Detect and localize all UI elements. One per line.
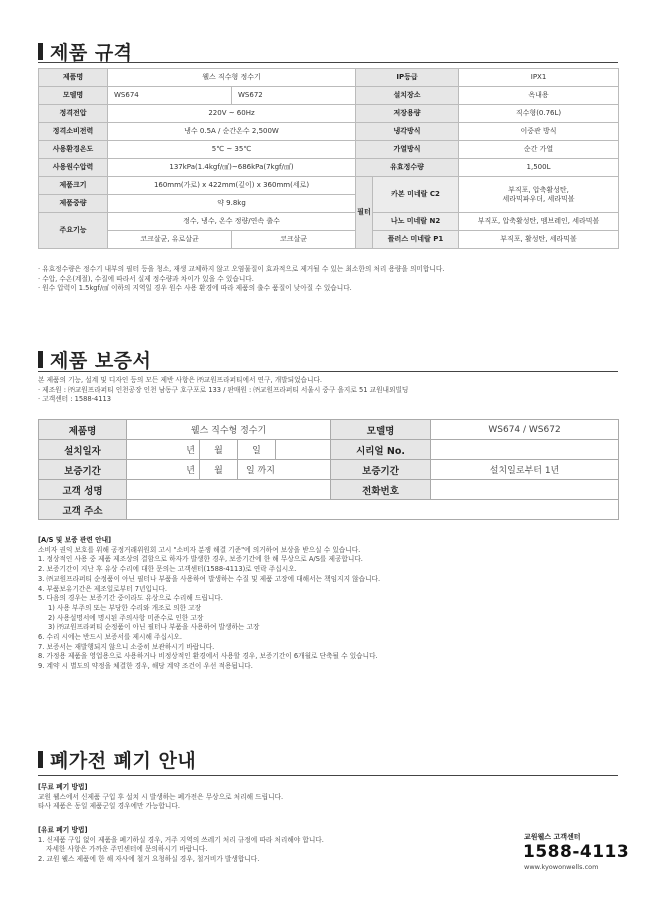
warranty-table [38, 419, 619, 520]
spec-value: 코크살균 [232, 231, 356, 249]
spec-label: 사용환경온도 [39, 141, 108, 159]
warranty-value: 웰스 직수형 정수기 [127, 420, 331, 440]
as-guide: [A/S 및 보증 관련 안내] 소비자 권익 보호를 위해 공정거래위원회 고시 "소비자 분쟁 해결 기준"에 의거하여 보상을 받으실 수 있습니다. 1. 정상적인 사용 중 제품 제조상의 결함으로 하자가 발생한 경우, 보증기간에 한 해 무상으로 A/S를 제공합니다. 2. 보증기간이 지난 후 유상 수리에 대한 문의는 고객센터(1588-4113)로 연락 주십시오. 3. ㈜교원프라퍼티 순정품이 아닌 필터나 부품을 사용하여 발생하는 수질 및 제품 고장에 대해서는 책임지지 않습니다. 4. 부품보유기간은 제조일로부터 7년입니다. 5. 다음의 경우는 보증기간 중이라도 유상으로 수리해 드립니다. 1) 사용 부주의 또는 부당한 수리와 개조로 의한 고장 2) 사용설명서에 명시된 주의사항 미준수로 인한 고장 3) ㈜교원프라퍼티 순정품이 아닌 필터나 부품을 사용하여 발생하는 고장 6. 수리 시에는 반드시 보증서를 제시해 주십시오. 7. 보증서는 재발행되지 않으니 소중히 보관하시기 바랍니다. 8. 가정용 제품을 영업용으로 사용하거나 비정상적인 환경에서 사용할 경우, 보증기간이 6개월로 단축될 수 있습니다. 9. 계약 시 별도의 약정을 체결한 경우, 해당 계약 조건이 우선 적용됩니다. [38, 536, 381, 671]
spec-label: 제품명 [39, 69, 108, 87]
warranty-label: 시리얼 No. [331, 440, 431, 460]
spec-label: 제품크기 [39, 177, 108, 195]
warranty-value: 설치일로부터 1년 [431, 460, 619, 480]
customer-center-url[interactable]: www.kyowonwells.com [524, 863, 599, 871]
warranty-label: 전화번호 [331, 480, 431, 500]
spec-value: 220V ~ 60Hz [108, 105, 356, 123]
warranty-intro: 본 제품의 기능, 설계 및 디자인 등의 모든 제반 사항은 ㈜교원프라퍼티에서 연구, 개발되었습니다. · 제조원 : ㈜교원프라퍼티 인천공장 인천 남동구 호구포로 133 / 판매원 : ㈜교원프라퍼티 서울시 중구 을지로 51 교원내외빌딩 · 고객센터 : 1588-4113 [38, 376, 409, 404]
spec-value: 1,500L [459, 159, 619, 177]
spec-value: 5℃ ~ 35℃ [108, 141, 356, 159]
filter-label: 나노 미네랄 N2 [373, 213, 459, 231]
customer-center-label: 교원웰스 고객센터 [524, 833, 581, 841]
spec-label: 모델명 [39, 87, 108, 105]
customer-name-field[interactable] [127, 480, 331, 500]
spec-value: 코크살균, 유로살균 [108, 231, 232, 249]
install-month[interactable]: 월 [200, 440, 238, 460]
spec-section-title: 제품 규격 [38, 38, 133, 65]
spec-label: 정격소비전력 [39, 123, 108, 141]
filter-label: 플러스 미네랄 P1 [373, 231, 459, 249]
spec-label: 유효정수량 [356, 159, 459, 177]
filter-group-label: 필터 [356, 177, 373, 249]
spec-table [38, 68, 619, 249]
disposal-section-title: 폐가전 폐기 안내 [38, 746, 196, 773]
period-month[interactable]: 월 [200, 460, 238, 480]
filter-label: 카본 미네랄 C2 [373, 177, 459, 213]
install-year[interactable]: 년 [127, 440, 200, 460]
warranty-label: 모델명 [331, 420, 431, 440]
spec-value: 순간 가열 [459, 141, 619, 159]
spec-value: IPX1 [459, 69, 619, 87]
warranty-label: 제품명 [39, 420, 127, 440]
warranty-section-title: 제품 보증서 [38, 346, 151, 373]
disposal-paid: [유료 폐기 방법] 1. 신제품 구입 없이 제품을 폐기하실 경우, 거주 지역의 쓰레기 처리 규정에 따라 처리해야 합니다. 자세한 사항은 가까운 주민센터에 문의하시기 바랍니다. 2. 교원 웰스 제품에 한 해 자사에 철거 요청하실 경우, 철거비가 발생합니다. [38, 826, 324, 864]
spec-value: 웰스 직수형 정수기 [108, 69, 356, 87]
spec-label: 정격전압 [39, 105, 108, 123]
spec-label: 설치장소 [356, 87, 459, 105]
spec-value: 약 9.8kg [108, 195, 356, 213]
warranty-label: 보증기간 [39, 460, 127, 480]
phone-field[interactable] [431, 480, 619, 500]
section-bar-icon [38, 351, 43, 368]
spec-value: 160mm(가로) x 422mm(깊이) x 360mm(세로) [108, 177, 356, 195]
warranty-label: 설치일자 [39, 440, 127, 460]
serial-field[interactable] [431, 440, 619, 460]
spec-label: IP등급 [356, 69, 459, 87]
install-blank [276, 440, 331, 460]
spec-value: 정수, 냉수, 온수 정량/연속 출수 [108, 213, 356, 231]
period-year[interactable]: 년 [127, 460, 200, 480]
spec-notes: · 유효정수량은 정수기 내부의 필터 등을 청소, 재생 교체하지 않고 오염물질이 효과적으로 제거될 수 있는 최소한의 처리 용량을 의미합니다. · 수압, 수온(계절), 수질에 따라서 실제 정수량과 차이가 있을 수 있습니다. · 원수 압력이 1.5kgf/㎠ 이하의 지역일 경우 원수 사용 환경에 따라 제품의 출수 품질이 낮아질 수 있습니다. [38, 265, 445, 293]
period-day[interactable]: 일 까지 [238, 460, 331, 480]
spec-label: 가열방식 [356, 141, 459, 159]
spec-label: 저장용량 [356, 105, 459, 123]
spec-value: 137kPa(1.4kgf/㎠)~686kPa(7kgf/㎠) [108, 159, 356, 177]
spec-label: 주요기능 [39, 213, 108, 249]
warranty-value: WS674 / WS672 [431, 420, 619, 440]
spec-value: 이중관 방식 [459, 123, 619, 141]
spec-divider [38, 62, 618, 63]
spec-label: 제품중량 [39, 195, 108, 213]
warranty-label: 고객 성명 [39, 480, 127, 500]
section-bar-icon [38, 751, 43, 768]
warranty-divider [38, 371, 618, 372]
spec-value: 옥내용 [459, 87, 619, 105]
spec-label: 사용원수압력 [39, 159, 108, 177]
filter-value: 부직포, 압축활성탄, 멤브레인, 세라믹볼 [459, 213, 619, 231]
spec-value: 냉수 0.5A / 순간온수 2,500W [108, 123, 356, 141]
spec-value: WS672 [232, 87, 356, 105]
filter-value: 부직포, 활성탄, 세라믹볼 [459, 231, 619, 249]
section-bar-icon [38, 43, 43, 60]
customer-center-phone[interactable]: 1588-4113 [523, 842, 630, 862]
install-day[interactable]: 일 [238, 440, 276, 460]
disposal-free: [무료 폐기 방법] 교원 웰스에서 신제품 구입 후 설치 시 발생하는 폐가전은 무상으로 처리해 드립니다. 타사 제품은 동일 제품군일 경우에만 가능합니다. [38, 783, 284, 811]
warranty-label: 고객 주소 [39, 500, 127, 520]
filter-value: 부직포, 압축활성탄, 세라믹파우더, 세라믹볼 [459, 177, 619, 213]
spec-label: 냉각방식 [356, 123, 459, 141]
disposal-divider [38, 775, 618, 776]
address-field[interactable] [127, 500, 619, 520]
warranty-label: 보증기간 [331, 460, 431, 480]
spec-value: WS674 [108, 87, 232, 105]
spec-value: 직수형(0.76L) [459, 105, 619, 123]
